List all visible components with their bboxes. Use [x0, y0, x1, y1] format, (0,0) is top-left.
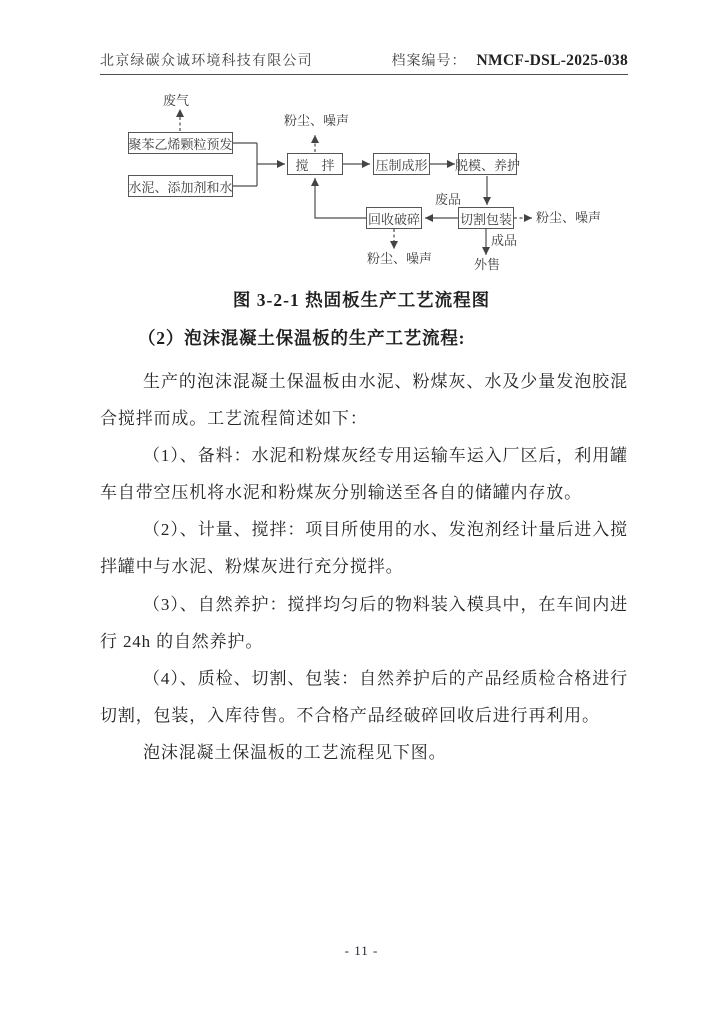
flow-label-sale: 外售 [474, 257, 501, 272]
flow-label-scrap: 废品 [435, 192, 462, 207]
archive-label: 档案编号： [391, 54, 467, 69]
flow-label-dust-noise-top: 粉尘、噪声 [284, 113, 350, 128]
paragraph: （3）、自然养护：搅拌均匀后的物料装入模具中，在车间内进行 24h 的自然养护。 [100, 594, 628, 651]
flow-label-dust-noise-right: 粉尘、噪声 [536, 210, 602, 225]
flow-node-demold-cure: 脱模、养护 [458, 153, 517, 175]
flow-node-cut-pack: 切割包装 [458, 207, 514, 229]
section-heading: （2）泡沫混凝土保温板的生产工艺流程: [138, 328, 466, 348]
flow-label-finished: 成品 [491, 233, 518, 248]
figure-caption: 图 3-2-1 热固板生产工艺流程图 [232, 290, 491, 310]
flow-label-dust-noise-bottom: 粉尘、噪声 [367, 251, 433, 266]
flow-label-waste-gas: 废气 [163, 93, 190, 108]
flow-node-recycle-crush: 回收破碎 [366, 207, 422, 229]
paragraph: （4）、质检、切割、包装：自然养护后的产品经质检合格进行切割，包装，入库待售。不合格产品经破碎回收后进行再利用。 [100, 668, 628, 725]
flow-node-pre-expand: 聚苯乙烯颗粒预发 [128, 132, 233, 154]
archive-number-group [392, 50, 628, 70]
paragraph: （1）、备料：水泥和粉煤灰经专用运输车运入厂区后，利用罐车自带空压机将水泥和粉煤灰分别输送至各自的储罐内存放。 [100, 446, 628, 503]
paragraph: 泡沫混凝土保温板的工艺流程见下图。 [143, 742, 447, 762]
flow-node-stir: 搅 拌 [287, 153, 343, 175]
section-body [100, 321, 628, 771]
page-number: - 11 - [344, 943, 379, 958]
process-flowchart [95, 92, 640, 282]
page-header [100, 46, 628, 75]
paragraph: （2）、计量、搅拌：项目所使用的水、发泡剂经计量后进入搅拌罐中与水泥、粉煤灰进行充分搅拌。 [100, 520, 628, 577]
paragraph: 生产的泡沫混凝土保温板由水泥、粉煤灰、水及少量发泡胶混合搅拌而成。工艺流程简述如下： [100, 372, 628, 429]
company-name: 北京绿碳众诚环境科技有限公司 [100, 54, 313, 69]
archive-number: NMCF-DSL-2025-038 [476, 52, 628, 69]
flow-node-cement-mix: 水泥、添加剂和水 [128, 175, 233, 197]
flow-node-press: 压制成形 [373, 153, 430, 175]
